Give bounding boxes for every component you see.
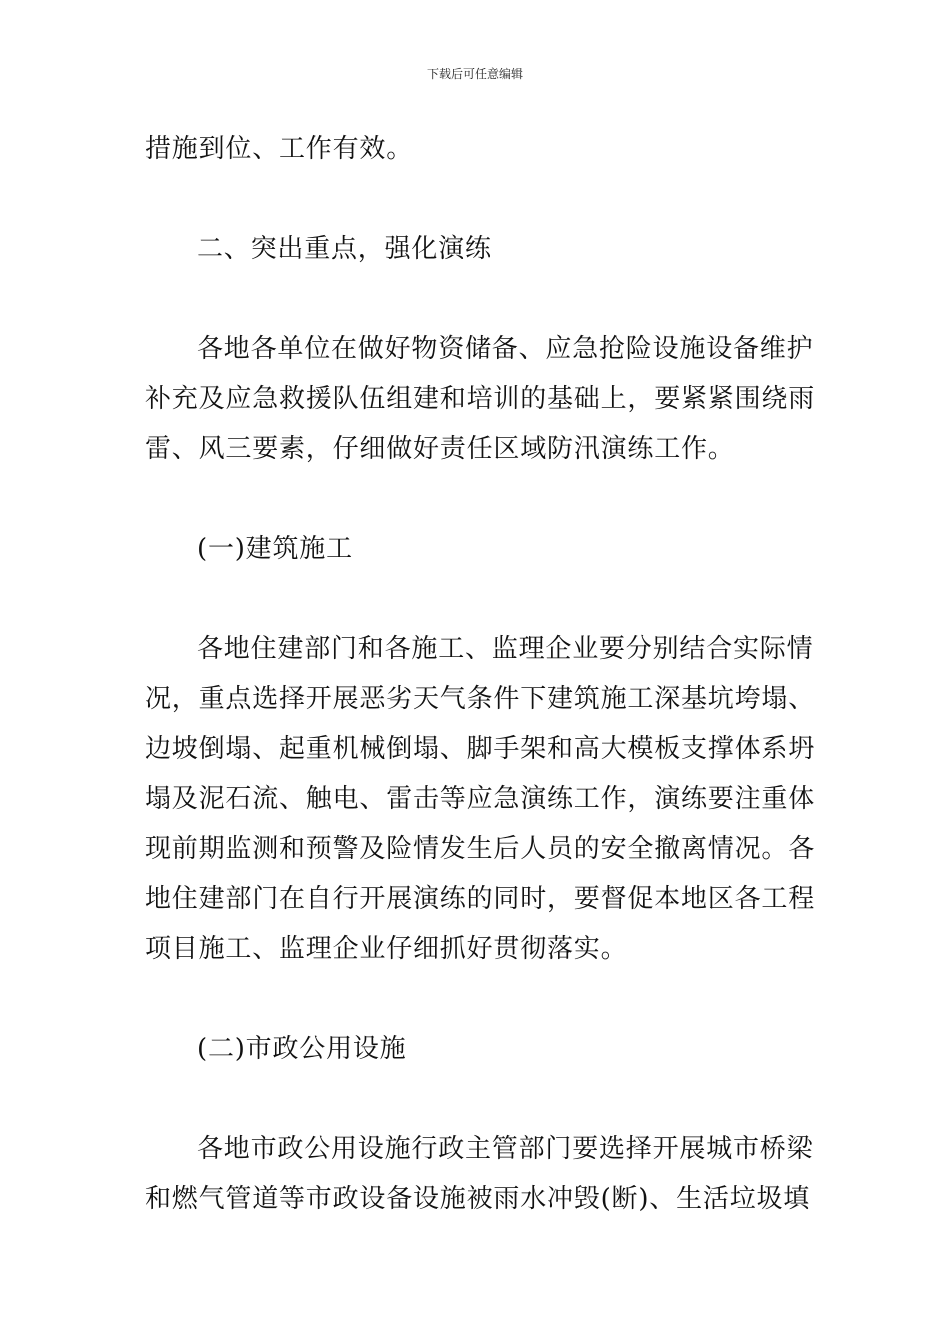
paragraph-line: 边坡倒塌、起重机械倒塌、脚手架和高大模板支撑体系坍: [145, 734, 816, 764]
paragraph-gap: [145, 474, 810, 524]
paragraph-gap: [145, 1074, 810, 1124]
subsection-heading: (二)市政公用设施: [197, 1034, 407, 1064]
section-heading: 二、突出重点，强化演练: [197, 234, 492, 264]
paragraph-line: 措施到位、工作有效。: [145, 134, 414, 164]
paragraph-line: 塌及泥石流、触电、雷击等应急演练工作，演练要注重体: [145, 784, 816, 814]
paragraph-line: 各地市政公用设施行政主管部门要选择开展城市桥梁: [197, 1134, 814, 1164]
paragraph-line: 雷、风三要素，仔细做好责任区域防汛演练工作。: [145, 434, 735, 464]
paragraph-gap: [145, 174, 810, 224]
paragraph-gap: [145, 974, 810, 1024]
paragraph-line: 各地住建部门和各施工、监理企业要分别结合实际情: [197, 634, 814, 664]
paragraph-line: 现前期监测和预警及险情发生后人员的安全撤离情况。各: [145, 834, 816, 864]
subsection-heading: (一)建筑施工: [197, 534, 353, 564]
page-header: 下载后可任意编辑: [426, 67, 523, 81]
paragraph-gap: [145, 274, 810, 324]
document-body: [145, 124, 816, 1224]
paragraph-gap: [145, 574, 810, 624]
paragraph-line: 各地各单位在做好物资储备、应急抢险设施设备维护: [197, 334, 814, 364]
paragraph-line: 项目施工、监理企业仔细抓好贯彻落实。: [145, 934, 628, 964]
paragraph-line: 况，重点选择开展恶劣天气条件下建筑施工深基坑垮塌、: [145, 684, 816, 714]
paragraph-line: 补充及应急救援队伍组建和培训的基础上，要紧紧围绕雨: [145, 384, 816, 414]
paragraph-line: 地住建部门在自行开展演练的同时，要督促本地区各工程: [145, 884, 816, 914]
paragraph-line: 和燃气管道等市政设备设施被雨水冲毁(断)、生活垃圾填: [145, 1184, 811, 1214]
